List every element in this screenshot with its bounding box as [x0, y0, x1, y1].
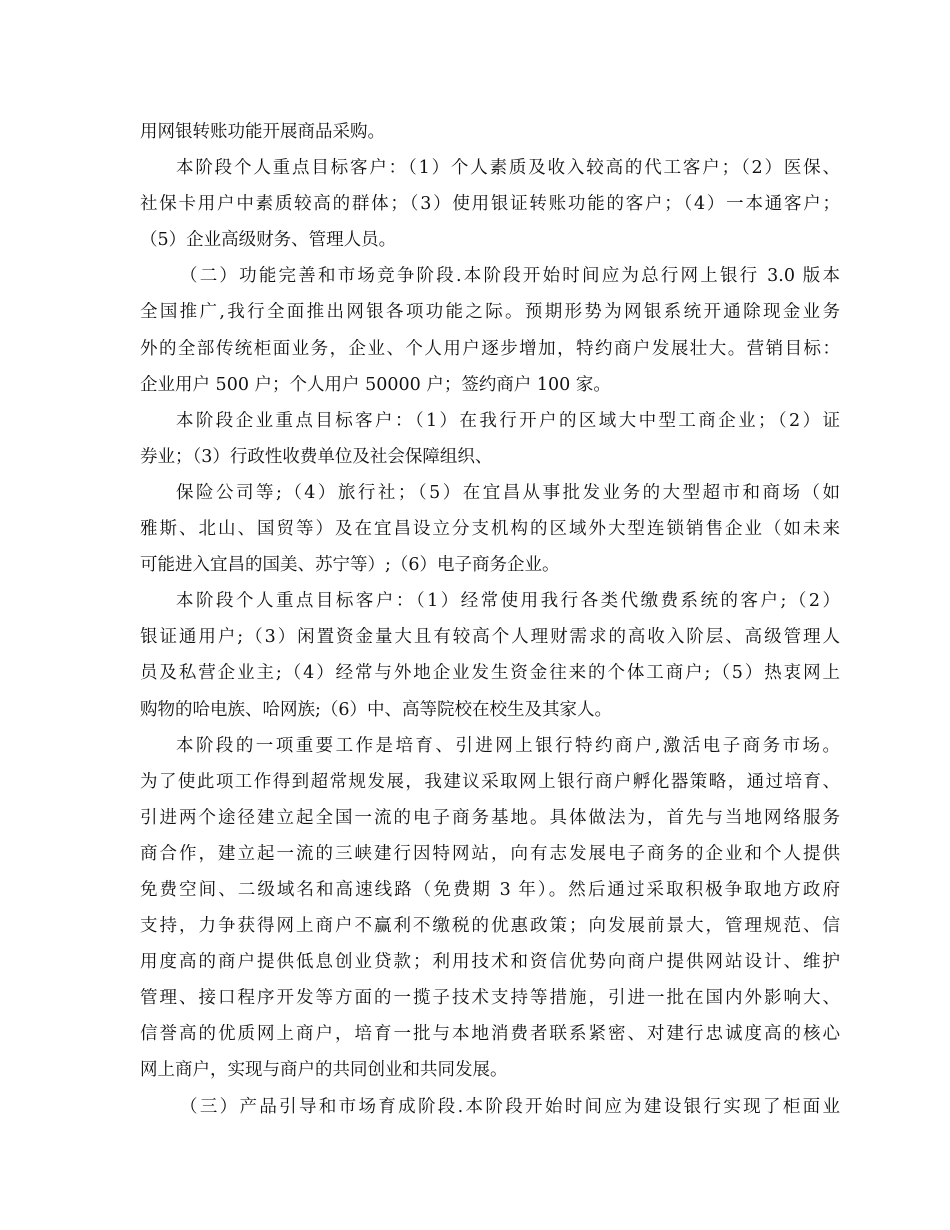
text-line: 用度高的商户提供低息创业贷款；利用技术和资信优势向商户提供网站设计、维护: [140, 952, 840, 973]
text-line: 商合作，建立起一流的三峡建行因特网站，向有志发展电子商务的企业和个人提供: [140, 843, 840, 864]
text-line: 购物的哈电族、哈网族;（6）中、高等院校在校生及其家人。: [140, 699, 613, 720]
text-line: 支持，力争获得网上商户不赢利不缴税的优惠政策；向发展前景大，管理规范、信: [140, 916, 840, 937]
paragraph-first-line: 本阶段个人重点目标客户：（1）个人素质及收入较高的代工客户；（2）医保、: [176, 158, 840, 179]
paragraph-first-line: 保险公司等;（4）旅行社；（5）在宜昌从事批发业务的大型超市和商场（如: [176, 482, 840, 503]
document-body: [140, 114, 840, 1125]
paragraph-first-line: 本阶段的一项重要工作是培育、引进网上银行特约商户,激活电子商务市场。: [176, 735, 840, 756]
text-line: 为了使此项工作得到超常规发展，我建议采取网上银行商户孵化器策略，通过培育、: [140, 771, 840, 792]
text-line: 外的全部传统柜面业务，企业、个人用户逐步增加，特约商户发展壮大。营销目标：: [140, 338, 840, 359]
text-line: 网上商户，实现与商户的共同创业和共同发展。: [140, 1060, 508, 1081]
text-line: 券业；（3）行政性收费单位及社会保障组织、: [140, 446, 493, 467]
text-line: 银证通用户;（3）闲置资金量大且有较高个人理财需求的高收入阶层、高级管理人: [140, 627, 840, 648]
text-line: 企业用户 500 户；个人用户 50000 户；签约商户 100 家。: [140, 374, 611, 395]
text-line: 免费空间、二级域名和高速线路（免费期 3 年）。然后通过采取积极争取地方政府: [140, 879, 840, 900]
text-line: （5）企业高级财务、管理人员。: [140, 230, 397, 251]
paragraph-first-line: 本阶段个人重点目标客户：（1）经常使用我行各类代缴费系统的客户;（2）: [176, 591, 840, 612]
section-heading-line: （三）产品引导和市场育成阶段.本阶段开始时间应为建设银行实现了柜面业: [180, 1096, 840, 1117]
text-line: 管理、接口程序开发等方面的一揽子技术支持等措施，引进一批在国内外影响大、: [140, 988, 840, 1009]
text-line: 雅斯、北山、国贸等）及在宜昌设立分支机构的区域外大型连锁销售企业（如未来: [140, 519, 840, 540]
text-line: 社保卡用户中素质较高的群体；（3）使用银证转账功能的客户；（4）一本通客户；: [140, 194, 840, 215]
text-line: 用网银转账功能开展商品采购。: [140, 122, 385, 142]
section-heading-line: （二）功能完善和市场竞争阶段.本阶段开始时间应为总行网上银行 3.0 版本: [180, 266, 840, 287]
paragraph-first-line: 本阶段企业重点目标客户：（1）在我行开户的区域大中型工商企业；（2）证: [176, 410, 840, 431]
text-line: 可能进入宜昌的国美、苏宁等）;（6）电子商务企业。: [140, 555, 560, 576]
text-line: 信誉高的优质网上商户，培育一批与本地消费者联系紧密、对建行忠诚度高的核心: [140, 1024, 840, 1045]
text-line: 引进两个途径建立起全国一流的电子商务基地。具体做法为，首先与当地网络服务: [140, 807, 840, 828]
text-line: 员及私营企业主;（4）经常与外地企业发生资金往来的个体工商户;（5）热衷网上: [140, 663, 840, 684]
text-line: 全国推广,我行全面推出网银各项功能之际。预期形势为网银系统开通除现金业务: [140, 302, 840, 323]
